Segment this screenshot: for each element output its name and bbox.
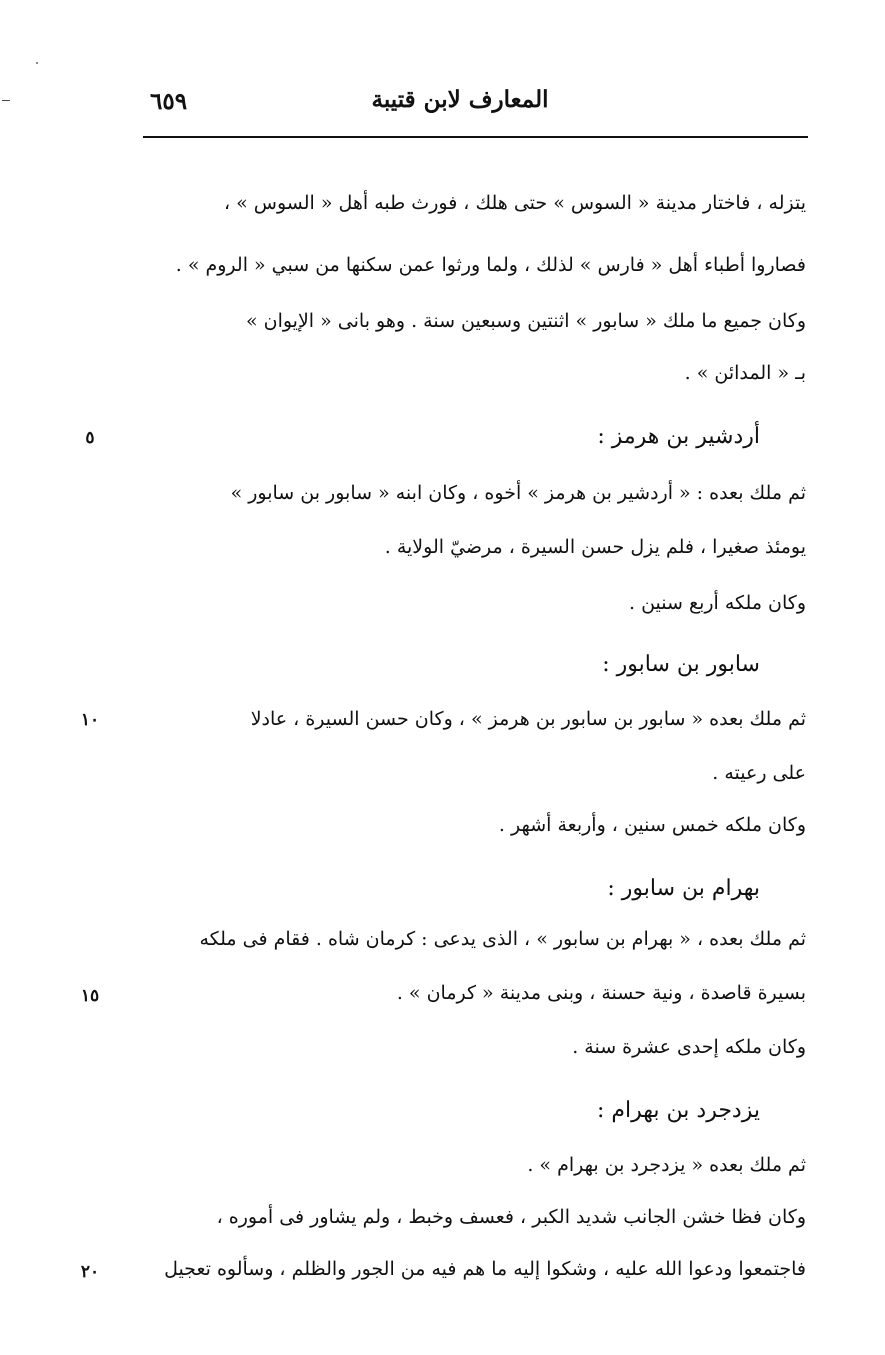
text-line: فصاروا أطباء أهل « فارس » لذلك ، ولما ورثوا عمن سكنها من سبي « الروم » . <box>175 254 806 276</box>
text-line: يومئذ صغيرا ، فلم يزل حسن السيرة ، مرضيّ الولاية . <box>384 536 806 558</box>
section-heading: أردشير بن هرمز : <box>597 424 760 449</box>
text-line: ثم ملك بعده « يزدجرد بن بهرام » . <box>527 1154 806 1176</box>
text-line: بـ « المدائن » . <box>684 362 806 384</box>
margin-line-number: ١٥ <box>80 986 100 1006</box>
page-number: ٦٥٩ <box>150 88 188 115</box>
text-line: وكان ملكه أربع سنين . <box>628 592 806 614</box>
text-line: ثم ملك بعده : « أردشير بن هرمز » أخوه ، وكان ابنه « سابور بن سابور » <box>230 482 806 504</box>
text-line: يتزله ، فاختار مدينة « السوس » حتى هلك ، فورث طبه أهل « السوس » ، <box>223 192 806 214</box>
text-line: بسيرة قاصدة ، ونية حسنة ، وبنى مدينة « كرمان » . <box>396 982 806 1004</box>
margin-line-number: ٢٠ <box>80 1262 100 1282</box>
text-line: فاجتمعوا ودعوا الله عليه ، وشكوا إليه ما هم فيه من الجور والظلم ، وسألوه تعجيل <box>164 1258 806 1280</box>
text-line: وكان ملكه إحدى عشرة سنة . <box>572 1036 806 1058</box>
margin-line-number: ١٠ <box>80 710 100 730</box>
scan-speck <box>36 62 38 64</box>
header-rule <box>143 136 808 138</box>
section-heading: سابور بن سابور : <box>602 652 760 677</box>
text-line: وكان ملكه خمس سنين ، وأربعة أشهر . <box>498 814 806 836</box>
text-line: ثم ملك بعده ، « بهرام بن سابور » ، الذى يدعى : كرمان شاه . فقام فى ملكه <box>199 928 806 950</box>
running-title: المعارف لابن قتيبة <box>371 86 549 113</box>
margin-line-number: ٥ <box>85 428 95 448</box>
text-line: وكان فظا خشن الجانب شديد الكبر ، فعسف وخبط ، ولم يشاور فى أموره ، <box>216 1206 806 1228</box>
text-line: ثم ملك بعده « سابور بن سابور بن هرمز » ، وكان حسن السيرة ، عادلا <box>250 708 806 730</box>
text-line: وكان جميع ما ملك « سابور » اثنتين وسبعين سنة . وهو بانى « الإيوان » <box>245 310 806 332</box>
text-line: على رعيته . <box>712 762 806 784</box>
scan-mark <box>2 100 10 101</box>
section-heading: بهرام بن سابور : <box>607 876 760 901</box>
section-heading: يزدجرد بن بهرام : <box>597 1098 760 1123</box>
